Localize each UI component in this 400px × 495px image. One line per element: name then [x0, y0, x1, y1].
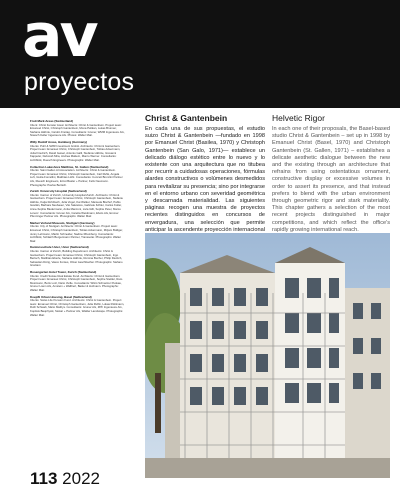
credit-entry [30, 166, 125, 188]
article-body-en: In each one of their proposals, the Basel-based studio Christ & Gantenbein – set up in 1998 by Emanuel Christ (Basel, 1970) and Christoph Gantenbein (St. Gallen, 1971) – establishes a delicate aesthetic dialogue between the new and the existing through an architecture that refrains from using ostentatious ornament, constructive display or excessive volumes in order to assert its presence, and that instead prefers to blend with the urban environment through geometric rigor and stark materiality. This chapter gathers a selection of the most recent projects distinguished in major competitions, and which reflect the office's rapidly growing international reach. [272, 126, 390, 233]
credit-title: Willy Rudolf Areas, Hamburg (Germany) [30, 139, 88, 144]
cover-photo [145, 233, 390, 478]
credit-entry [30, 271, 125, 293]
credit-title: Fruit Mark Areas (Switzerland) [30, 120, 74, 123]
credit-entry [30, 222, 125, 244]
article-english [272, 113, 390, 234]
credit-entry [30, 246, 125, 268]
article-spanish [145, 113, 265, 241]
masthead [0, 0, 400, 108]
issue-number [30, 469, 100, 489]
credit-text: Clients: Credit Suisse Real Estate Fund. Architects: Christ & Gantenbein. Project team: Emanuel Christ, Christoph Gantenbein, Sophie Stettler, Reto Mosimann, Boris Lutz, Dario Vuille. Consultants: WGG Schnetzer Puskas, Gruner Lüem AG, Amstein + Walthert, Basler & Hofmann. Photographs: Walter Mair. [30, 273, 123, 292]
credit-text: Clients: Canton of Zurich, Building Department. Architects: Christ & Gantenbein. Project team: Emanuel Christ, Christoph Gantenbein, Ingo Bertsch, Matthias Eberle, Stefanie Hähnle, Romina Bucher, Philip Dietrich, Sebastian Dörig, Vasco Fontes, Oliver Aeschbacher. Photographs: Stefano Graziani. [30, 249, 123, 268]
credit-text: Clients: Pohl & SWR Investment GmbH. Architects: Christ & Gantenbein. Project team: Emanuel Christ, Christoph Gantenbein, Tobias Ackermann, Julia Friedrich, David Geisel, Antonio Galli, Stefanie Hähnle, Giovanni Kappeler, Deborah Mira, Andrea Mattern, Marco Werner. Consultants: Lichtblick, Ruesch Engineers. Photographs: Walter Mair. [30, 143, 121, 162]
article-title-es: Christ & Gantenbein [145, 113, 228, 123]
project-credits [30, 120, 125, 455]
credit-text: Clients: Saint Gallen Art Association. Architects: Christ & Gantenbein. Project team: Emanuel Christ, Christoph Gantenbein, Carl Ruflé, Angela Luft, Giulia Forcellini, Matthias Lüthi. Consultants: Conzett Bronzini Partner AG, Ruesch Engineers, Ernst Basler + Partner, Felix Neumann. Photographs: Pavlos Bertsch. [30, 168, 123, 187]
credit-title: Rosengarten Hotel Tower, Zurich (Switzerland) [30, 269, 97, 274]
article-title-en: Helvetic Rigor [272, 113, 325, 123]
magazine-subtitle: proyectos [24, 68, 135, 96]
credit-title: Market Vorland Museum, Stuttgart (Germany) [30, 220, 95, 225]
credit-title: Collection Lakeshore Matthias, St. Gallen (Switzerland) [30, 164, 109, 169]
credit-title: Zurich University Hospital (Switzerland) [30, 189, 87, 194]
credit-text: Clients: Canton of Zurich, University Hospital Zurich. Architects: Christ & Gantenbein. Project team: Emanuel Christ, Christoph Gantenbein, Stefanie Hähnle, Katja Rohrbach, Julia Vogel, Kai Welker, Manuela Bischof, Pablo Gavilán, Barbara Neubauer, Vito Salvatore, Gabriele Köhler, Carlos Koller, Anne-Sophie Biedermann, Anita Manzoni, Livia Gilli, Sophie Peter, Marco Lorenz. Consultants: Gruner AG, Caretta Weidmann, Ebolo AG, Emmer Pfenninger Partner AG. Photographs: Walter Mair. [30, 192, 123, 219]
credit-entry [30, 190, 125, 219]
magazine-logo: av [22, 1, 96, 71]
building-illustration [145, 233, 390, 478]
issue-year: 2022 [62, 469, 100, 488]
credit-entry [30, 120, 125, 138]
credit-entry [30, 141, 125, 163]
credit-text: Client: Christ Fenster Areal. Architects: Christ & Gantenbein. Project team: Emanuel Christ, Christoph Gantenbein, Mona Pelikan, Lukas Brunner, Stefanie Hähnle, Carolin Freitag. Consultants: Gruner, WMM Ingenieure AG, Nüesch Keller Ingenieure AG. Photos: Walter Mair. [30, 122, 125, 138]
credit-title: Koepfli Urban Housing, Basel (Switzerland) [30, 294, 92, 299]
article-body-es: En cada una de sus propuestas, el estudio suizo Christ & Gantenbein —fundado en 1998 por Emanuel Christ (Basilea, 1970) y Christoph Gantenbein (San Galo, 1971)— establece un delicado diálogo estético entre lo nuevo y lo existente con una arquitectura que no titubea por recurrir a cuidadosas operaciones, fórmulas alardes constructivos o volúmenes desmedidos para revitalizar su presencia; sino por integrarse en el entorno urbano con severidad geométrica y descarnada materialidad. Las siguientes páginas recogen una muestra de proyectos recientes distinguidos en concursos de envergadura, una selección que permite anticipar la ascendente proyección internacional [145, 126, 265, 233]
credit-entry [30, 296, 125, 318]
credit-text: Clients: Swiss Life Pension Fund. Architects: Christ & Gantenbein. Project team: Emanuel Christ, Christoph Gantenbein, Julia Ruflin, Lukas Rüttimann, Ruth Schwab, Mario Mathys. Consultants: Gruner AG, ZPF Ingenieure AG, Kopitsis Bauphysik, Stokar + Partner AG, Walder Landscape. Photographs: Walter Mair. [30, 298, 125, 317]
credit-text: Clients: City of Stuttgart. Architects: Christ & Gantenbein. Project team: Emanuel Christ, Christoph Gantenbein, Tobias Ackermann, Mirjam Bolliger, Jenny Lehmann, Martin Schneider, Nadine Rheinberg. Consultants: Lichtblick, Schlaich Bergermann Partner, Transsolar. Photographs: Walter Mair. [30, 224, 123, 243]
credit-title: Kantonsschule Uster, Uster (Switzerland) [30, 245, 89, 250]
issue-num: 113 [30, 469, 58, 488]
